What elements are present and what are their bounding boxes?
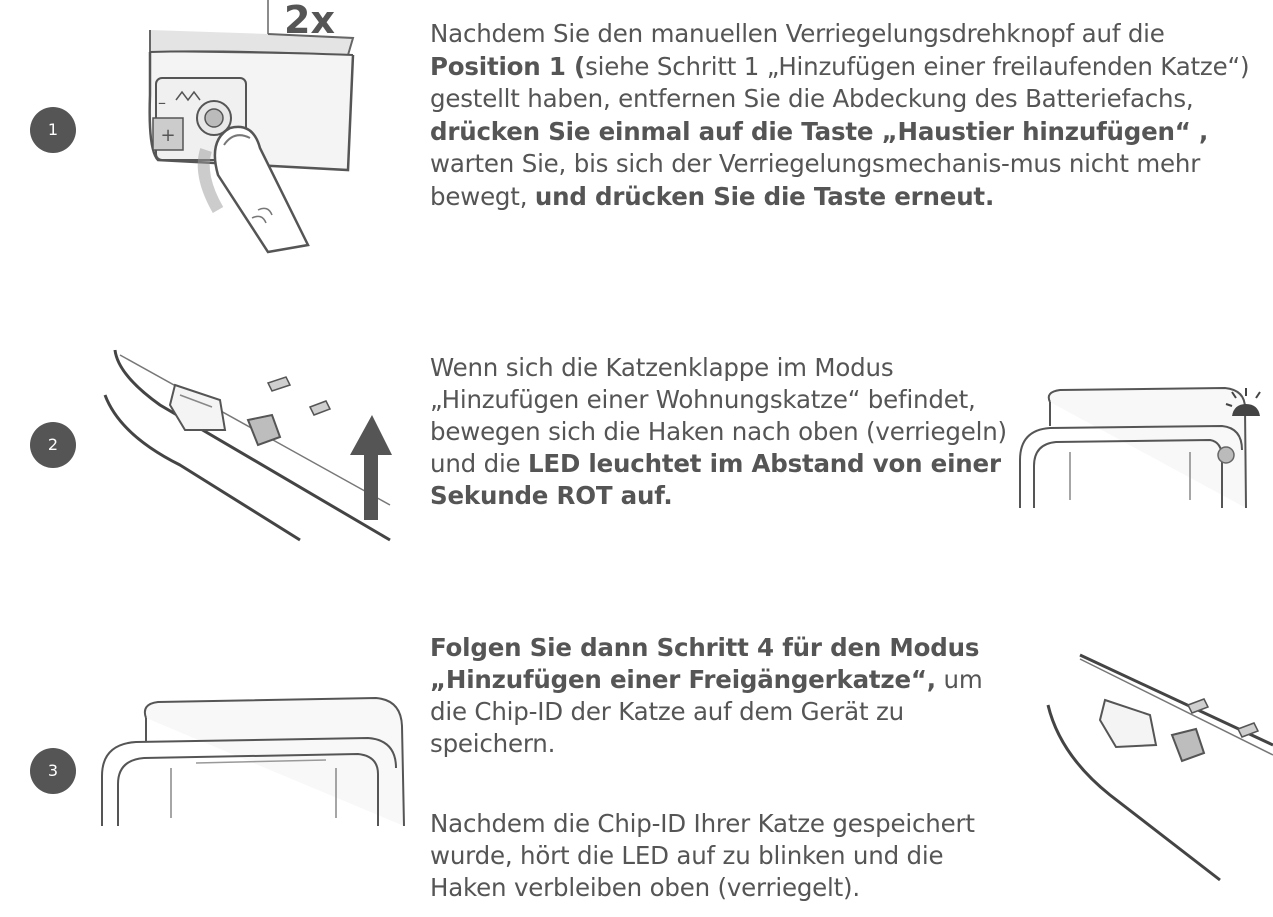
step-1-text-part: warten Sie, bis sich der Verriegelungsmechanis-mus nicht mehr bewegt, — [430, 149, 1201, 211]
step-number-badge: 2 — [30, 422, 76, 468]
step-3-instructions — [430, 632, 1010, 760]
press-count-label: 2x — [284, 0, 335, 42]
step-1-text-part: siehe Schritt 1 „Hinzufügen einer freilaufenden Katze“) gestellt haben, entfernen Sie die Abdeckung des Batteriefachs, — [430, 51, 1250, 113]
step-2-instructions — [430, 352, 1010, 512]
hooks-locked-illustration — [1040, 645, 1273, 885]
step-1-bold-text: Position 1 ( — [430, 51, 586, 81]
step-1-instructions — [430, 18, 1270, 213]
svg-text:–: – — [158, 93, 166, 112]
step-2-bold-text: LED leuchtet im Abstand von einer Sekunde ROT auf. — [430, 449, 1001, 510]
step-1-bold-text: und drücken Sie die Taste erneut. — [534, 181, 995, 211]
cat-flap-led-illustration — [1010, 380, 1265, 510]
step-3-result-text: Nachdem die Chip-ID Ihrer Katze gespeichert wurde, hört die LED auf zu blinken und die Haken verbleiben oben (verriegelt). — [430, 809, 975, 902]
step-number-badge: 1 — [30, 107, 76, 153]
step-3-bold-text: Folgen Sie dann Schritt 4 für den Modus „Hinzufügen einer Freigängerkatze“, — [430, 633, 980, 694]
step-1-bold-text: drücken Sie einmal auf die Taste „Haustier hinzufügen“ , — [430, 116, 1209, 146]
step-1-text-part: Nachdem Sie den manuellen Verriegelungsdrehknopf auf die — [430, 19, 1165, 48]
svg-text:+: + — [160, 125, 176, 146]
step-2-text-part: Wenn sich die Katzenklappe im Modus „Hinzufügen einer Wohnungskatze“ befindet, bewegen sich die Haken nach oben (verriegeln) und die — [430, 353, 1007, 478]
step-number-badge: 3 — [30, 748, 76, 794]
cat-flap-front-illustration — [96, 688, 408, 828]
step-3-text-part: um die Chip-ID der Katze auf dem Gerät zu speichern. — [430, 665, 983, 758]
hooks-moving-up-illustration — [100, 345, 400, 545]
